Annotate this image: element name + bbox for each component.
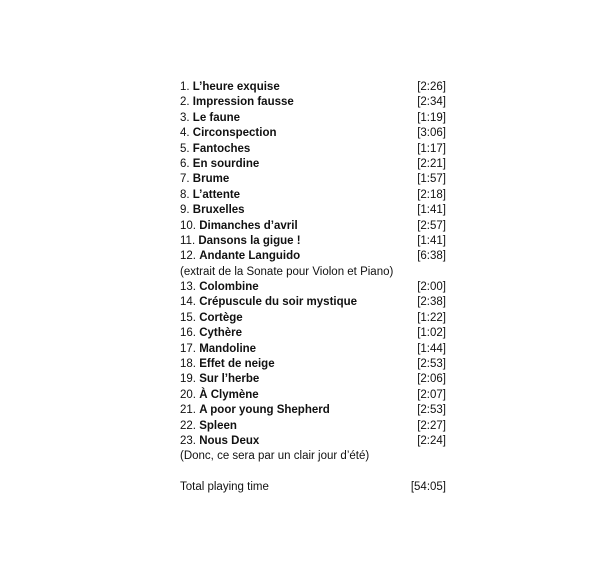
track-row [180, 311, 446, 326]
track-row [180, 219, 446, 234]
track-duration: [1:57] [417, 173, 446, 186]
track-label [180, 111, 240, 126]
track-label [180, 219, 298, 234]
total-label: Total playing time [180, 481, 269, 494]
track-duration: [1:22] [417, 311, 446, 324]
track-duration: [1:02] [417, 327, 446, 340]
track-row [180, 434, 446, 449]
track-label [180, 280, 259, 295]
track-number: 17. [180, 342, 196, 355]
track-title: Cortège [199, 311, 243, 324]
track-row [180, 326, 446, 341]
closing-note: (Donc, ce sera par un clair jour d’été) [180, 450, 370, 463]
track-duration: [2:34] [417, 96, 446, 109]
track-title: Crépuscule du soir mystique [199, 296, 358, 309]
track-label [180, 372, 259, 387]
track-title: À Clymène [199, 388, 259, 401]
track-number: 10. [180, 219, 196, 232]
track-row [180, 280, 446, 295]
track-row [180, 342, 446, 357]
track-title: Bruxelles [192, 204, 245, 217]
track-title: Dansons la gigue ! [198, 234, 301, 247]
track-title: Dimanches d’avril [199, 219, 298, 232]
track-row [180, 388, 446, 403]
track-duration: [2:53] [417, 404, 446, 417]
track-row [180, 419, 446, 434]
track-duration: [1:41] [417, 204, 446, 217]
track-number: 3. [180, 111, 190, 124]
track-row [180, 142, 446, 157]
track-group-2 [180, 280, 446, 449]
track-title: Sur l’herbe [199, 373, 260, 386]
track-number: 13. [180, 281, 196, 294]
track-number: 21. [180, 404, 196, 417]
track-title: Le faune [192, 111, 241, 124]
track-duration: [2:21] [417, 157, 446, 170]
track-duration: [1:41] [417, 234, 446, 247]
track-row [180, 126, 446, 141]
track-row [180, 157, 446, 172]
track-row [180, 372, 446, 387]
track-title: L’attente [192, 188, 241, 201]
track-number: 1. [180, 81, 190, 93]
track-label [180, 403, 330, 418]
track-label [180, 419, 237, 434]
track-number: 8. [180, 188, 190, 201]
track-number: 16. [180, 327, 196, 340]
track-title: Nous Deux [199, 434, 260, 447]
track-title: L’heure exquise [192, 81, 280, 93]
track-title: Cythère [199, 327, 243, 340]
track-number: 4. [180, 127, 190, 140]
track-duration: [2:06] [417, 373, 446, 386]
track-title: Brume [192, 173, 230, 186]
track-duration: [2:24] [417, 434, 446, 447]
track-row [180, 172, 446, 187]
track-number: 20. [180, 388, 196, 401]
total-row [180, 480, 446, 495]
track-duration: [2:26] [417, 81, 446, 93]
track-row [180, 249, 446, 264]
track-label [180, 234, 301, 249]
spacer [180, 465, 446, 480]
track-duration: [1:17] [417, 142, 446, 155]
track-label [180, 357, 275, 372]
track-label [180, 342, 256, 357]
track-duration: [2:57] [417, 219, 446, 232]
track-title: Colombine [199, 281, 259, 294]
track-title: Impression fausse [192, 96, 294, 109]
track-number: 11. [180, 234, 196, 247]
track-duration: [2:18] [417, 188, 446, 201]
track-label [180, 295, 357, 310]
track-label [180, 95, 294, 110]
track-number: 9. [180, 204, 190, 217]
track-duration: [2:27] [417, 419, 446, 432]
track-number: 15. [180, 311, 196, 324]
track-row [180, 295, 446, 310]
track-duration: [2:53] [417, 358, 446, 371]
track-number: 18. [180, 358, 196, 371]
track-label [180, 434, 259, 449]
track-number: 7. [180, 173, 190, 186]
track-number: 19. [180, 373, 196, 386]
track-label [180, 311, 243, 326]
sonata-note: (extrait de la Sonate pour Violon et Piano) [180, 265, 394, 278]
track-number: 14. [180, 296, 196, 309]
track-label [180, 80, 280, 95]
track-number: 12. [180, 250, 196, 263]
track-duration: [6:38] [417, 250, 446, 263]
track-duration: [3:06] [417, 127, 446, 140]
track-duration: [1:44] [417, 342, 446, 355]
track-label [180, 388, 259, 403]
track-row [180, 188, 446, 203]
track-label [180, 203, 245, 218]
track-label [180, 157, 259, 172]
track-label [180, 142, 250, 157]
track-duration: [2:00] [417, 281, 446, 294]
track-title: Spleen [199, 419, 237, 432]
track-row [180, 80, 446, 95]
track-label [180, 126, 277, 141]
track-label [180, 249, 300, 264]
track-number: 6. [180, 157, 190, 170]
track-title: En sourdine [192, 157, 260, 170]
track-row [180, 357, 446, 372]
track-title: Fantoches [192, 142, 251, 155]
track-row [180, 95, 446, 110]
track-label [180, 326, 242, 341]
track-title: Effet de neige [199, 358, 275, 371]
track-duration: [2:07] [417, 388, 446, 401]
track-number: 2. [180, 96, 190, 109]
tracklist [180, 80, 446, 496]
total-duration: [54:05] [410, 481, 446, 494]
track-title: A poor young Shepherd [199, 404, 330, 417]
track-row [180, 111, 446, 126]
track-duration: [2:38] [417, 296, 446, 309]
track-title: Andante Languido [199, 250, 301, 263]
track-label [180, 188, 240, 203]
track-row [180, 203, 446, 218]
track-row [180, 403, 446, 418]
track-label [180, 172, 229, 187]
track-number: 22. [180, 419, 196, 432]
track-number: 23. [180, 434, 196, 447]
track-number: 5. [180, 142, 190, 155]
track-row [180, 234, 446, 249]
track-title: Mandoline [199, 342, 257, 355]
track-group-1 [180, 80, 446, 265]
track-title: Circonspection [192, 127, 277, 140]
track-duration: [1:19] [417, 111, 446, 124]
